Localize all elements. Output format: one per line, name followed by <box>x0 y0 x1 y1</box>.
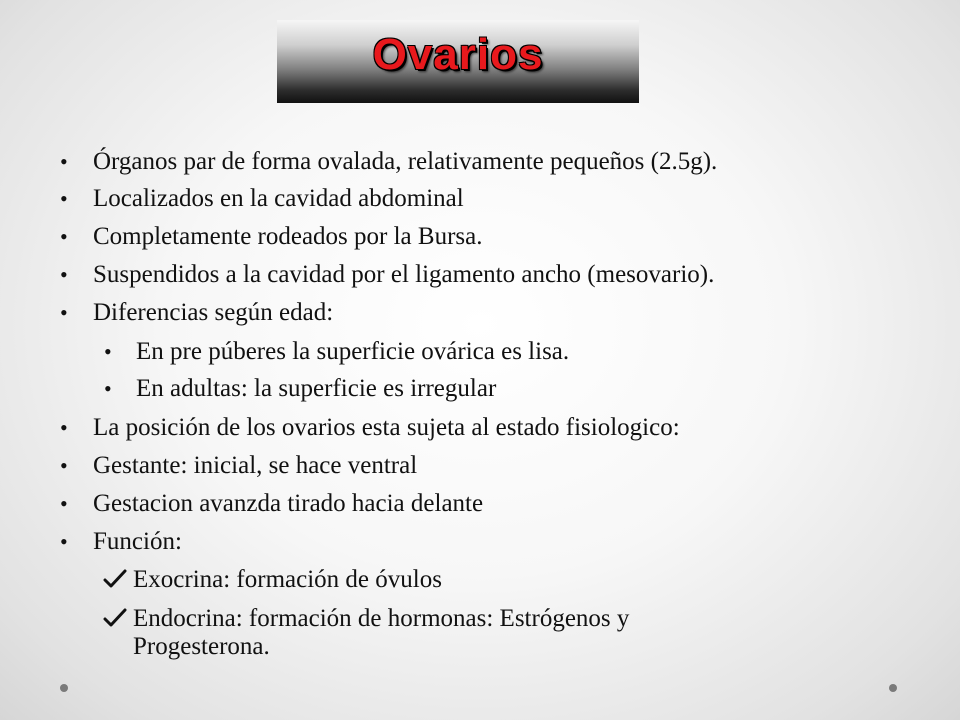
bullet-text: Gestante: inicial, se hace ventral <box>93 452 418 479</box>
bullet-item <box>60 223 483 250</box>
bullet-text: Gestacion avanzda tirado hacia delante <box>93 490 484 517</box>
bullet-icon: • <box>60 300 68 325</box>
check-item-continuation <box>133 633 270 660</box>
bullet-text: Completamente rodeados por la Bursa. <box>93 223 483 250</box>
bullet-text: En pre púberes la superficie ovárica es lisa. <box>136 338 570 365</box>
bullet-text: En adultas: la superficie es irregular <box>136 375 497 402</box>
check-item <box>133 566 442 593</box>
bullet-icon: • <box>104 339 112 364</box>
bullet-icon: • <box>60 186 68 211</box>
sub-bullet-item <box>104 375 497 402</box>
dot-icon <box>60 684 68 692</box>
sub-bullet-item <box>104 338 570 365</box>
bullet-icon: • <box>60 529 68 554</box>
bullet-item <box>60 261 715 288</box>
bullet-icon: • <box>60 453 68 478</box>
check-text: Endocrina: formación de hormonas: Estrógenos y <box>133 605 630 632</box>
bullet-item <box>60 414 680 441</box>
check-icon <box>103 568 127 590</box>
bullet-item <box>60 185 464 212</box>
bullet-text: Localizados en la cavidad abdominal <box>93 185 464 212</box>
bullet-icon: • <box>60 262 68 287</box>
bullet-text: Órganos par de forma ovalada, relativamente pequeños (2.5g). <box>93 148 718 175</box>
bullet-item <box>60 299 334 326</box>
bullet-icon: • <box>104 376 112 401</box>
bullet-icon: • <box>60 491 68 516</box>
bullet-text: Función: <box>93 528 182 555</box>
bullet-text: La posición de los ovarios esta sujeta al estado fisiologico: <box>93 414 680 441</box>
dot-icon <box>889 684 897 692</box>
bullet-item <box>60 490 484 517</box>
bullet-item <box>60 452 418 479</box>
check-text: Progesterona. <box>133 633 270 660</box>
bullet-item <box>60 148 718 175</box>
bullet-item <box>60 528 182 555</box>
bullet-text: Diferencias según edad: <box>93 299 334 326</box>
check-icon <box>103 607 127 629</box>
slide-title: Ovarios <box>372 29 544 79</box>
bullet-icon: • <box>60 415 68 440</box>
check-item <box>133 605 629 632</box>
bullet-icon: • <box>60 224 68 249</box>
bullet-text: Suspendidos a la cavidad por el ligamento ancho (mesovario). <box>93 261 715 288</box>
bullet-icon: • <box>60 149 68 174</box>
check-text: Exocrina: formación de óvulos <box>133 566 442 593</box>
